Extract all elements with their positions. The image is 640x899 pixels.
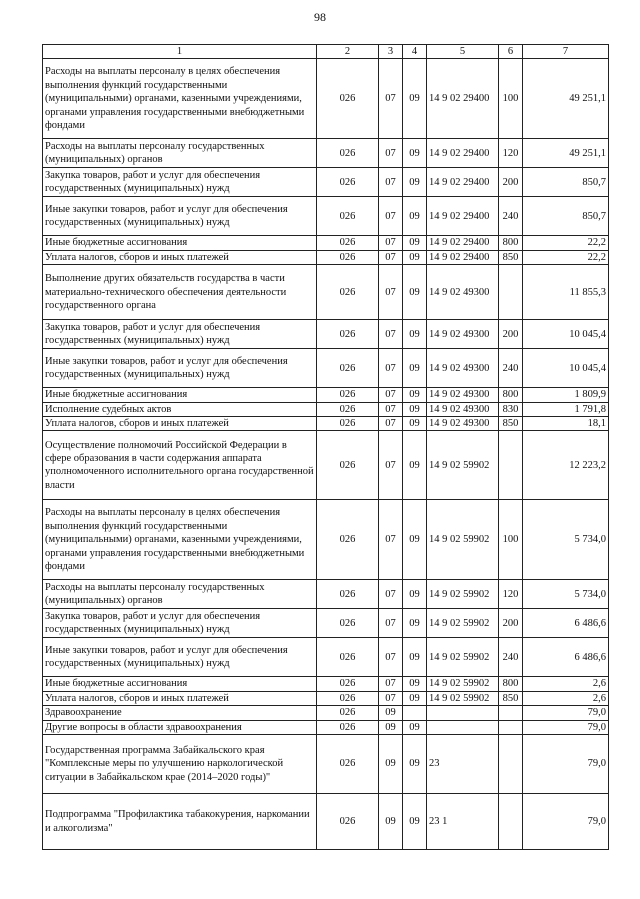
table-row <box>43 609 609 638</box>
target-article-cell: 23 1 <box>427 794 499 850</box>
ministry-code-cell: 026 <box>317 402 379 416</box>
item-name-cell: Расходы на выплаты персоналу в целях обеспечения выполнения функций государственными (муниципальными) органами, казенными учреждениями, органами управления государственными внебюджетными фондами <box>43 500 317 580</box>
table-row <box>43 139 609 168</box>
header-col-6: 6 <box>499 45 523 59</box>
header-col-7: 7 <box>523 45 609 59</box>
amount-cell: 5 734,0 <box>523 500 609 580</box>
table-row <box>43 638 609 677</box>
item-name-cell: Иные закупки товаров, работ и услуг для обеспечения государственных (муниципальных) нужд <box>43 197 317 236</box>
item-name-cell: Иные бюджетные ассигнования <box>43 236 317 250</box>
subsection-cell: 09 <box>403 500 427 580</box>
subsection-cell: 09 <box>403 320 427 349</box>
ministry-code-cell: 026 <box>317 320 379 349</box>
amount-cell: 18,1 <box>523 417 609 431</box>
subsection-cell: 09 <box>403 388 427 402</box>
section-cell: 07 <box>379 168 403 197</box>
subsection-cell: 09 <box>403 417 427 431</box>
expense-type-cell <box>499 706 523 720</box>
table-row <box>43 431 609 500</box>
subsection-cell: 09 <box>403 265 427 320</box>
subsection-cell: 09 <box>403 720 427 734</box>
target-article-cell: 14 9 02 59902 <box>427 500 499 580</box>
amount-cell: 10 045,4 <box>523 320 609 349</box>
table-row <box>43 265 609 320</box>
page-number: 98 <box>314 10 326 24</box>
table-row <box>43 580 609 609</box>
section-cell: 07 <box>379 609 403 638</box>
table-row <box>43 500 609 580</box>
expense-type-cell <box>499 265 523 320</box>
amount-cell: 2,6 <box>523 677 609 691</box>
target-article-cell: 14 9 02 49300 <box>427 417 499 431</box>
target-article-cell: 14 9 02 49300 <box>427 265 499 320</box>
item-name-cell: Уплата налогов, сборов и иных платежей <box>43 250 317 264</box>
target-article-cell: 14 9 02 29400 <box>427 236 499 250</box>
section-cell: 07 <box>379 139 403 168</box>
target-article-cell: 23 <box>427 735 499 794</box>
table-body <box>43 59 609 850</box>
section-cell: 07 <box>379 691 403 705</box>
table-row <box>43 402 609 416</box>
target-article-cell: 14 9 02 59902 <box>427 677 499 691</box>
target-article-cell: 14 9 02 29400 <box>427 139 499 168</box>
ministry-code-cell: 026 <box>317 417 379 431</box>
section-cell: 07 <box>379 388 403 402</box>
expense-type-cell: 200 <box>499 609 523 638</box>
expense-type-cell: 120 <box>499 580 523 609</box>
target-article-cell: 14 9 02 59902 <box>427 580 499 609</box>
amount-cell: 6 486,6 <box>523 609 609 638</box>
item-name-cell: Уплата налогов, сборов и иных платежей <box>43 691 317 705</box>
target-article-cell <box>427 706 499 720</box>
section-cell: 07 <box>379 500 403 580</box>
section-cell: 07 <box>379 402 403 416</box>
header-col-4: 4 <box>403 45 427 59</box>
amount-cell: 12 223,2 <box>523 431 609 500</box>
table-row <box>43 168 609 197</box>
ministry-code-cell: 026 <box>317 638 379 677</box>
section-cell: 07 <box>379 417 403 431</box>
item-name-cell: Расходы на выплаты персоналу государственных (муниципальных) органов <box>43 580 317 609</box>
section-cell: 07 <box>379 59 403 139</box>
section-cell: 07 <box>379 265 403 320</box>
amount-cell: 79,0 <box>523 720 609 734</box>
item-name-cell: Выполнение других обязательств государства в части материально-технического обеспечения деятельности государственного органа <box>43 265 317 320</box>
expense-type-cell: 240 <box>499 197 523 236</box>
amount-cell: 22,2 <box>523 250 609 264</box>
ministry-code-cell: 026 <box>317 735 379 794</box>
ministry-code-cell: 026 <box>317 706 379 720</box>
expense-type-cell: 240 <box>499 349 523 388</box>
subsection-cell: 09 <box>403 609 427 638</box>
ministry-code-cell: 026 <box>317 265 379 320</box>
subsection-cell: 09 <box>403 677 427 691</box>
amount-cell: 5 734,0 <box>523 580 609 609</box>
ministry-code-cell: 026 <box>317 197 379 236</box>
table-row <box>43 735 609 794</box>
ministry-code-cell: 026 <box>317 609 379 638</box>
subsection-cell: 09 <box>403 59 427 139</box>
subsection-cell: 09 <box>403 735 427 794</box>
target-article-cell: 14 9 02 59902 <box>427 638 499 677</box>
amount-cell: 79,0 <box>523 706 609 720</box>
item-name-cell: Подпрограмма "Профилактика табакокурения, наркомании и алкоголизма" <box>43 794 317 850</box>
ministry-code-cell: 026 <box>317 794 379 850</box>
section-cell: 07 <box>379 236 403 250</box>
item-name-cell: Иные закупки товаров, работ и услуг для обеспечения государственных (муниципальных) нужд <box>43 349 317 388</box>
expense-type-cell: 800 <box>499 677 523 691</box>
item-name-cell: Уплата налогов, сборов и иных платежей <box>43 417 317 431</box>
subsection-cell: 09 <box>403 236 427 250</box>
item-name-cell: Иные закупки товаров, работ и услуг для обеспечения государственных (муниципальных) нужд <box>43 638 317 677</box>
amount-cell: 850,7 <box>523 197 609 236</box>
section-cell: 07 <box>379 320 403 349</box>
amount-cell: 10 045,4 <box>523 349 609 388</box>
section-cell: 09 <box>379 720 403 734</box>
expense-type-cell: 830 <box>499 402 523 416</box>
expense-type-cell <box>499 735 523 794</box>
amount-cell: 6 486,6 <box>523 638 609 677</box>
ministry-code-cell: 026 <box>317 431 379 500</box>
amount-cell: 79,0 <box>523 794 609 850</box>
amount-cell: 49 251,1 <box>523 59 609 139</box>
expense-type-cell: 200 <box>499 168 523 197</box>
subsection-cell: 09 <box>403 349 427 388</box>
subsection-cell: 09 <box>403 638 427 677</box>
subsection-cell <box>403 706 427 720</box>
ministry-code-cell: 026 <box>317 720 379 734</box>
table-row <box>43 320 609 349</box>
target-article-cell: 14 9 02 49300 <box>427 320 499 349</box>
expense-type-cell <box>499 794 523 850</box>
table-row <box>43 677 609 691</box>
amount-cell: 1 791,8 <box>523 402 609 416</box>
subsection-cell: 09 <box>403 691 427 705</box>
amount-cell: 22,2 <box>523 236 609 250</box>
ministry-code-cell: 026 <box>317 388 379 402</box>
item-name-cell: Закупка товаров, работ и услуг для обеспечения государственных (муниципальных) нужд <box>43 168 317 197</box>
item-name-cell: Другие вопросы в области здравоохранения <box>43 720 317 734</box>
table-row <box>43 59 609 139</box>
expense-type-cell: 240 <box>499 638 523 677</box>
expense-type-cell: 800 <box>499 236 523 250</box>
item-name-cell: Исполнение судебных актов <box>43 402 317 416</box>
target-article-cell: 14 9 02 29400 <box>427 250 499 264</box>
expense-type-cell: 850 <box>499 691 523 705</box>
ministry-code-cell: 026 <box>317 59 379 139</box>
item-name-cell: Расходы на выплаты персоналу в целях обеспечения выполнения функций государственными (муниципальными) органами, казенными учреждениями, органами управления государственными внебюджетными фондами <box>43 59 317 139</box>
amount-cell: 49 251,1 <box>523 139 609 168</box>
ministry-code-cell: 026 <box>317 500 379 580</box>
ministry-code-cell: 026 <box>317 580 379 609</box>
target-article-cell <box>427 720 499 734</box>
amount-cell: 79,0 <box>523 735 609 794</box>
target-article-cell: 14 9 02 59902 <box>427 431 499 500</box>
table-row <box>43 417 609 431</box>
expense-type-cell: 200 <box>499 320 523 349</box>
item-name-cell: Здравоохранение <box>43 706 317 720</box>
target-article-cell: 14 9 02 29400 <box>427 59 499 139</box>
subsection-cell: 09 <box>403 250 427 264</box>
subsection-cell: 09 <box>403 139 427 168</box>
target-article-cell: 14 9 02 59902 <box>427 609 499 638</box>
header-col-1: 1 <box>43 45 317 59</box>
subsection-cell: 09 <box>403 168 427 197</box>
ministry-code-cell: 026 <box>317 349 379 388</box>
table-row <box>43 794 609 850</box>
target-article-cell: 14 9 02 49300 <box>427 402 499 416</box>
amount-cell: 1 809,9 <box>523 388 609 402</box>
item-name-cell: Осуществление полномочий Российской Федерации в сфере образования в части содержания аппарата уполномоченного исполнительного органа государственной власти <box>43 431 317 500</box>
table-row <box>43 236 609 250</box>
section-cell: 09 <box>379 735 403 794</box>
section-cell: 09 <box>379 706 403 720</box>
expense-type-cell: 800 <box>499 388 523 402</box>
section-cell: 07 <box>379 197 403 236</box>
target-article-cell: 14 9 02 49300 <box>427 349 499 388</box>
item-name-cell: Расходы на выплаты персоналу государственных (муниципальных) органов <box>43 139 317 168</box>
expense-type-cell: 100 <box>499 500 523 580</box>
item-name-cell: Иные бюджетные ассигнования <box>43 388 317 402</box>
section-cell: 07 <box>379 677 403 691</box>
subsection-cell: 09 <box>403 402 427 416</box>
table-row <box>43 250 609 264</box>
target-article-cell: 14 9 02 29400 <box>427 197 499 236</box>
ministry-code-cell: 026 <box>317 250 379 264</box>
item-name-cell: Иные бюджетные ассигнования <box>43 677 317 691</box>
section-cell: 07 <box>379 580 403 609</box>
amount-cell: 850,7 <box>523 168 609 197</box>
subsection-cell: 09 <box>403 431 427 500</box>
table-row <box>43 197 609 236</box>
ministry-code-cell: 026 <box>317 691 379 705</box>
ministry-code-cell: 026 <box>317 236 379 250</box>
subsection-cell: 09 <box>403 580 427 609</box>
expense-type-cell <box>499 720 523 734</box>
target-article-cell: 14 9 02 59902 <box>427 691 499 705</box>
section-cell: 07 <box>379 250 403 264</box>
ministry-code-cell: 026 <box>317 677 379 691</box>
table-header-row <box>43 45 609 59</box>
table-row <box>43 349 609 388</box>
target-article-cell: 14 9 02 49300 <box>427 388 499 402</box>
header-col-5: 5 <box>427 45 499 59</box>
header-col-2: 2 <box>317 45 379 59</box>
expense-type-cell: 850 <box>499 250 523 264</box>
item-name-cell: Закупка товаров, работ и услуг для обеспечения государственных (муниципальных) нужд <box>43 320 317 349</box>
section-cell: 07 <box>379 638 403 677</box>
expense-type-cell: 850 <box>499 417 523 431</box>
header-col-3: 3 <box>379 45 403 59</box>
ministry-code-cell: 026 <box>317 139 379 168</box>
section-cell: 07 <box>379 349 403 388</box>
table-row <box>43 691 609 705</box>
amount-cell: 11 855,3 <box>523 265 609 320</box>
subsection-cell: 09 <box>403 794 427 850</box>
expense-type-cell: 120 <box>499 139 523 168</box>
expense-type-cell: 100 <box>499 59 523 139</box>
item-name-cell: Государственная программа Забайкальского края "Комплексные меры по улучшению наркологической ситуации в Забайкальском крае (2014–2020 годы)" <box>43 735 317 794</box>
ministry-code-cell: 026 <box>317 168 379 197</box>
table-row <box>43 388 609 402</box>
item-name-cell: Закупка товаров, работ и услуг для обеспечения государственных (муниципальных) нужд <box>43 609 317 638</box>
subsection-cell: 09 <box>403 197 427 236</box>
table-row <box>43 706 609 720</box>
budget-table <box>42 44 609 850</box>
table-row <box>43 720 609 734</box>
section-cell: 07 <box>379 431 403 500</box>
expense-type-cell <box>499 431 523 500</box>
amount-cell: 2,6 <box>523 691 609 705</box>
section-cell: 09 <box>379 794 403 850</box>
target-article-cell: 14 9 02 29400 <box>427 168 499 197</box>
